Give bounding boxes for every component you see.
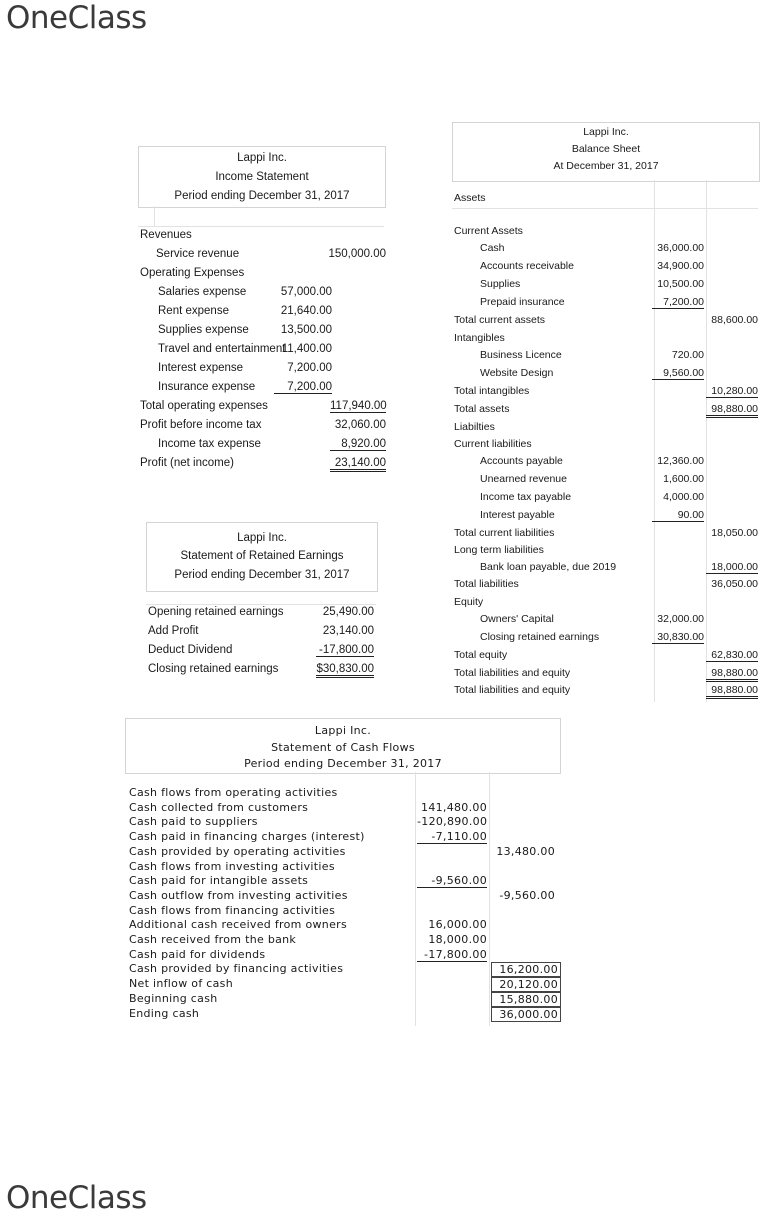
cashflow-row-col1: 18,000.00 bbox=[428, 933, 487, 946]
current-asset-amount: 10,500.00 bbox=[657, 278, 704, 290]
total-current-assets-amount: 88,600.00 bbox=[711, 314, 758, 326]
service-revenue-label: Service revenue bbox=[156, 248, 240, 260]
balance-date: At December 31, 2017 bbox=[553, 160, 659, 172]
current-asset-amount: 36,000.00 bbox=[657, 242, 704, 254]
current-asset-label: Cash bbox=[480, 242, 505, 254]
total-liabilities-amount: 36,050.00 bbox=[711, 578, 758, 590]
expense-label: Rent expense bbox=[158, 305, 229, 317]
intangible-amount: 9,560.00 bbox=[652, 367, 704, 380]
total-opex-amount: 117,940.00 bbox=[330, 400, 387, 412]
current-liability-label: Income tax payable bbox=[480, 491, 572, 503]
assets-label: Assets bbox=[454, 192, 486, 204]
cashflow-row-label: Cash flows from investing activities bbox=[129, 859, 335, 873]
total-liabilities-equity-amount: 98,880.00 bbox=[706, 684, 758, 699]
cashflow-row-col2: -9,560.00 bbox=[499, 888, 555, 902]
retained-row-amount: 23,140.00 bbox=[322, 625, 374, 637]
expense-amount: 11,400.00 bbox=[281, 343, 332, 355]
cashflow-row-col2: 20,120.00 bbox=[491, 977, 561, 992]
income-statement bbox=[138, 146, 386, 476]
cashflow-row-label: Cash provided by financing activities bbox=[129, 962, 344, 976]
cashflow-title: Statement of Cash Flows bbox=[271, 741, 415, 754]
current-asset-amount: 7,200.00 bbox=[652, 296, 704, 309]
net-income-label: Profit (net income) bbox=[140, 457, 234, 469]
expense-label: Supplies expense bbox=[158, 324, 249, 336]
equity-label: Equity bbox=[454, 596, 484, 608]
retained-row-label: Opening retained earnings bbox=[148, 606, 284, 618]
cashflow-period: Period ending December 31, 2017 bbox=[244, 757, 442, 770]
current-liability-amount: 12,360.00 bbox=[657, 455, 704, 467]
liabilities-label: Liabilties bbox=[454, 421, 495, 433]
total-equity-label: Total equity bbox=[454, 649, 508, 661]
profit-before-tax-label: Profit before income tax bbox=[140, 419, 262, 431]
cashflow-row-col2: 13,480.00 bbox=[496, 844, 555, 858]
long-term-label: Long term liabilities bbox=[454, 544, 544, 556]
cashflow-row-col1: 16,000.00 bbox=[428, 918, 487, 932]
equity-item-amount: 32,000.00 bbox=[657, 613, 704, 625]
total-assets-amount: 98,880.00 bbox=[706, 403, 758, 418]
retained-row-amount: -17,800.00 bbox=[316, 644, 374, 657]
retained-title: Statement of Retained Earnings bbox=[180, 550, 344, 562]
service-revenue-amount: 150,000.00 bbox=[328, 248, 386, 260]
cashflow-row-label: Cash collected from customers bbox=[129, 800, 309, 814]
cashflow-row-label: Ending cash bbox=[129, 1006, 200, 1020]
expense-amount: 7,200.00 bbox=[274, 381, 332, 394]
total-intangibles-amount: 10,280.00 bbox=[706, 385, 758, 398]
total-assets-label: Total assets bbox=[454, 403, 510, 415]
income-title: Income Statement bbox=[215, 171, 309, 183]
retained-row-label: Deduct Dividend bbox=[148, 644, 233, 656]
current-liability-label: Interest payable bbox=[480, 509, 555, 521]
expense-amount: 7,200.00 bbox=[287, 362, 332, 374]
cashflow-row-label: Additional cash received from owners bbox=[129, 918, 347, 932]
intangible-amount: 720.00 bbox=[671, 349, 704, 361]
profit-before-tax-amount: 32,060.00 bbox=[334, 419, 386, 431]
expense-amount: 13,500.00 bbox=[280, 324, 332, 336]
retained-row-amount: $30,830.00 bbox=[316, 663, 374, 678]
cashflow-row-col1: -9,560.00 bbox=[417, 874, 487, 888]
current-liability-amount: 4,000.00 bbox=[663, 491, 704, 503]
total-current-assets-label: Total current assets bbox=[454, 314, 546, 326]
total-liabilities-label: Total liabilities bbox=[454, 578, 519, 590]
bank-loan-label: Bank loan payable, due 2019 bbox=[480, 561, 617, 573]
cashflow-row-label: Cash flows from financing activities bbox=[129, 903, 336, 917]
expense-label: Interest expense bbox=[158, 362, 244, 374]
retained-earnings-statement bbox=[146, 522, 378, 687]
cashflow-row-label: Cash outflow from investing activities bbox=[129, 888, 348, 902]
expense-amount: 21,640.00 bbox=[280, 305, 332, 317]
total-equity-amount: 62,830.00 bbox=[706, 649, 758, 662]
equity-item-label: Closing retained earnings bbox=[480, 631, 600, 643]
cashflow-row-col2: 16,200.00 bbox=[491, 962, 561, 977]
cashflow-row-col1: -120,890.00 bbox=[417, 815, 488, 829]
retained-company: Lappi Inc. bbox=[237, 532, 287, 544]
balance-title: Balance Sheet bbox=[571, 143, 641, 155]
current-asset-label: Accounts receivable bbox=[480, 260, 574, 272]
equity-item-amount: 30,830.00 bbox=[652, 631, 704, 644]
expense-amount: 57,000.00 bbox=[280, 286, 332, 298]
total-opex-label: Total operating expenses bbox=[140, 400, 268, 412]
expense-label: Insurance expense bbox=[158, 381, 256, 393]
total-current-liabilities-label: Total current liabilities bbox=[454, 527, 555, 539]
opex-label: Operating Expenses bbox=[140, 267, 245, 279]
net-income-amount: 23,140.00 bbox=[330, 457, 386, 472]
expense-label: Travel and entertainment bbox=[158, 343, 286, 355]
current-liability-label: Accounts payable bbox=[480, 455, 563, 467]
current-liability-amount: 1,600.00 bbox=[663, 473, 704, 485]
total-liabilities-equity-label: Total liabilities and equity bbox=[454, 684, 571, 696]
cash-flow-statement bbox=[125, 718, 561, 1026]
cashflow-row-label: Cash paid for dividends bbox=[129, 947, 266, 961]
income-period: Period ending December 31, 2017 bbox=[174, 190, 350, 202]
current-asset-label: Prepaid insurance bbox=[480, 296, 565, 308]
revenues-label: Revenues bbox=[140, 229, 192, 241]
total-liabilities-equity-amount: 98,880.00 bbox=[706, 667, 758, 682]
bank-loan-amount: 18,000.00 bbox=[706, 561, 758, 574]
retained-period: Period ending December 31, 2017 bbox=[174, 569, 350, 581]
current-asset-label: Supplies bbox=[480, 278, 521, 290]
current-liabilities-label: Current liabilities bbox=[454, 438, 532, 450]
retained-row-label: Closing retained earnings bbox=[148, 663, 279, 675]
income-tax-amount: 8,920.00 bbox=[330, 438, 386, 451]
cashflow-row-label: Cash paid to suppliers bbox=[129, 815, 258, 829]
retained-row-label: Add Profit bbox=[148, 625, 199, 637]
cashflow-row-col1: -7,110.00 bbox=[417, 830, 487, 844]
expense-label: Salaries expense bbox=[158, 286, 247, 298]
retained-row-amount: 25,490.00 bbox=[322, 606, 374, 618]
cashflow-row-col1: -17,800.00 bbox=[417, 948, 487, 962]
cashflow-row-col2: 15,880.00 bbox=[491, 992, 561, 1007]
intangible-label: Website Design bbox=[480, 367, 554, 379]
cashflow-row-col2: 36,000.00 bbox=[491, 1007, 561, 1022]
cashflow-row-label: Net inflow of cash bbox=[129, 977, 233, 991]
balance-sheet bbox=[452, 122, 760, 702]
total-intangibles-label: Total intangibles bbox=[454, 385, 530, 397]
oneclass-logo-bottom: OneClass bbox=[6, 1180, 147, 1216]
income-tax-label: Income tax expense bbox=[158, 438, 261, 450]
cashflow-row-label: Beginning cash bbox=[129, 991, 218, 1005]
cashflow-row-label: Cash received from the bank bbox=[129, 933, 297, 946]
cashflow-row-col1: 141,480.00 bbox=[421, 800, 487, 814]
current-liability-label: Unearned revenue bbox=[480, 473, 567, 485]
total-current-liabilities-amount: 18,050.00 bbox=[711, 527, 758, 539]
oneclass-logo-top: OneClass bbox=[6, 0, 147, 36]
balance-company: Lappi Inc. bbox=[583, 126, 629, 138]
equity-item-label: Owners' Capital bbox=[480, 613, 554, 625]
cashflow-row-label: Cash provided by operating activities bbox=[129, 844, 346, 858]
income-company: Lappi Inc. bbox=[237, 152, 287, 164]
current-liability-amount: 90.00 bbox=[652, 509, 704, 522]
cashflow-row-label: Cash paid for intangible assets bbox=[129, 874, 309, 888]
cashflow-company: Lappi Inc. bbox=[314, 724, 372, 737]
current-asset-amount: 34,900.00 bbox=[657, 260, 704, 272]
intangible-label: Business Licence bbox=[480, 349, 562, 361]
intangibles-label: Intangibles bbox=[454, 332, 505, 344]
total-liabilities-equity-label: Total liabilities and equity bbox=[454, 667, 571, 679]
current-assets-label: Current Assets bbox=[454, 225, 523, 237]
cashflow-row-label: Cash paid in financing charges (interest) bbox=[129, 830, 365, 844]
cashflow-row-label: Cash flows from operating activities bbox=[129, 786, 338, 799]
